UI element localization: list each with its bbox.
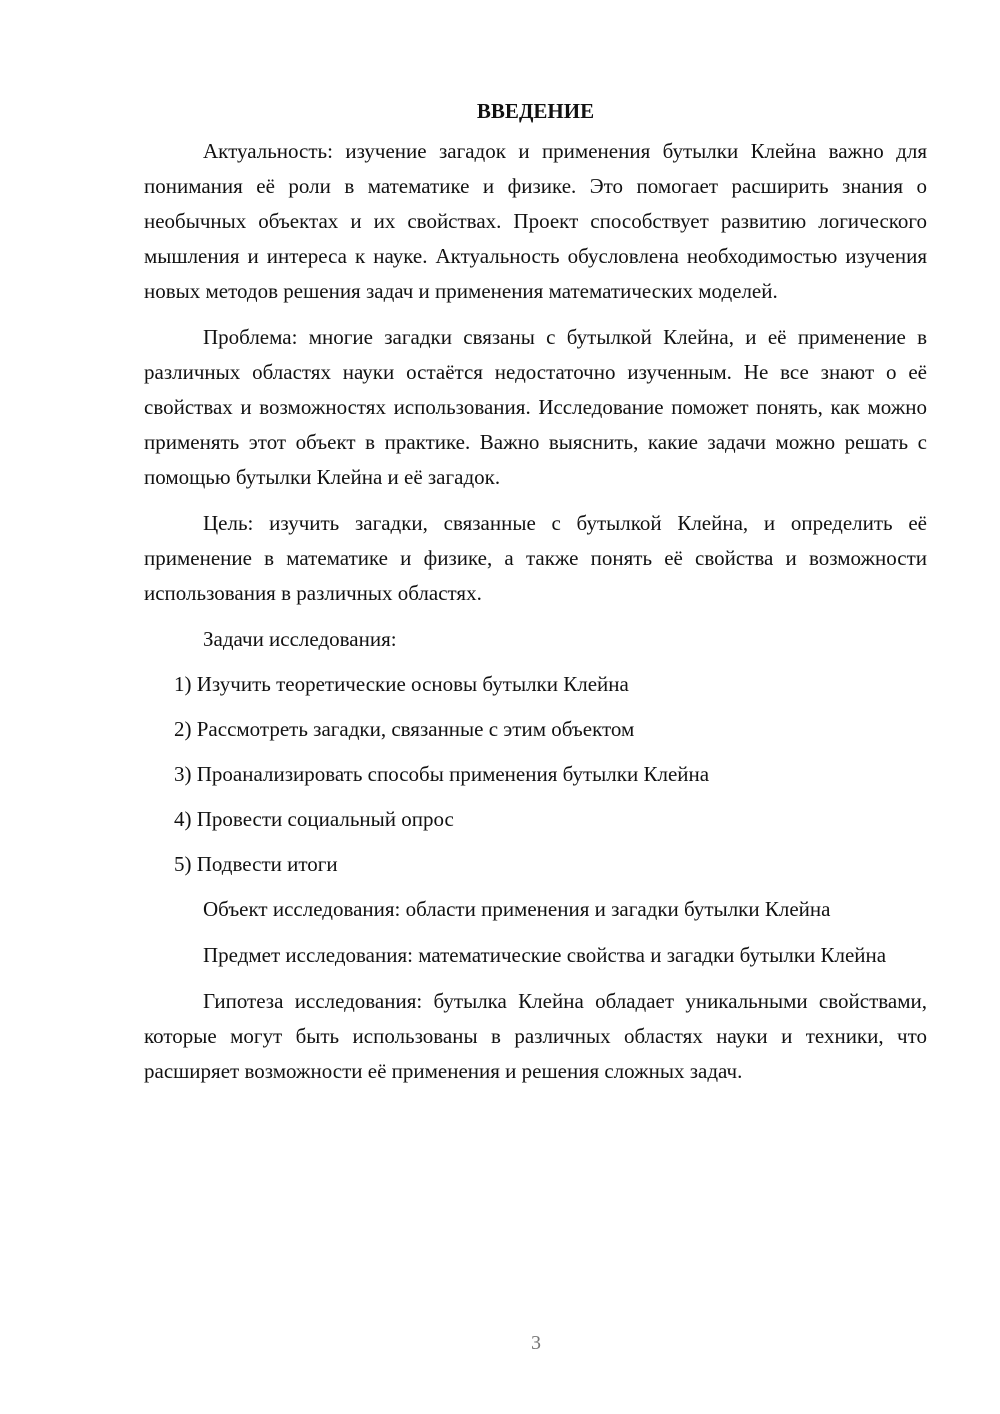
task-list [144, 667, 927, 882]
goal-paragraph: Цель: изучить загадки, связанные с бутылкой Клейна, и определить её применение в математике и физике, а также понять её свойства и возможности использования в различных областях. [144, 511, 927, 605]
task-item-1: 1) Изучить теоретические основы бутылки Клейна [174, 672, 629, 696]
problem-paragraph: Проблема: многие загадки связаны с бутылкой Клейна, и её применение в различных областях науки остаётся недостаточно изученным. Не все знают о её свойствах и возможностях использования. Исследование поможет понять, как можно применять этот объект в практике. Важно выяснить, какие задачи можно решать с помощью бутылки Клейна и её загадок. [144, 325, 927, 489]
task-item-4: 4) Провести социальный опрос [174, 807, 454, 831]
task-item-5: 5) Подвести итоги [174, 852, 338, 876]
relevance-paragraph: Актуальность: изучение загадок и применения бутылки Клейна важно для понимания её роли в математике и физике. Это помогает расширить знания о необычных объектах и их свойствах. Проект способствует развитию логического мышления и интереса к науке. Актуальность обусловлена необходимостью изучения новых методов решения задач и применения математических моделей. [144, 139, 927, 303]
page-number: 3 [531, 1332, 541, 1354]
section-title: ВВЕДЕНИЕ [476, 99, 595, 123]
hypothesis-paragraph: Гипотеза исследования: бутылка Клейна обладает уникальными свойствами, которые могут быть использованы в различных областях науки и техники, что расширяет возможности её применения и решения сложных задач. [144, 989, 927, 1083]
document-body [144, 96, 927, 1100]
tasks-heading: Задачи исследования: [203, 627, 397, 651]
research-subject-paragraph: Предмет исследования: математические свойства и загадки бутылки Клейна [203, 943, 887, 967]
research-object-paragraph: Объект исследования: области применения и загадки бутылки Клейна [203, 897, 831, 921]
task-item-3: 3) Проанализировать способы применения бутылки Клейна [174, 762, 710, 786]
task-item-2: 2) Рассмотреть загадки, связанные с этим объектом [174, 717, 635, 741]
